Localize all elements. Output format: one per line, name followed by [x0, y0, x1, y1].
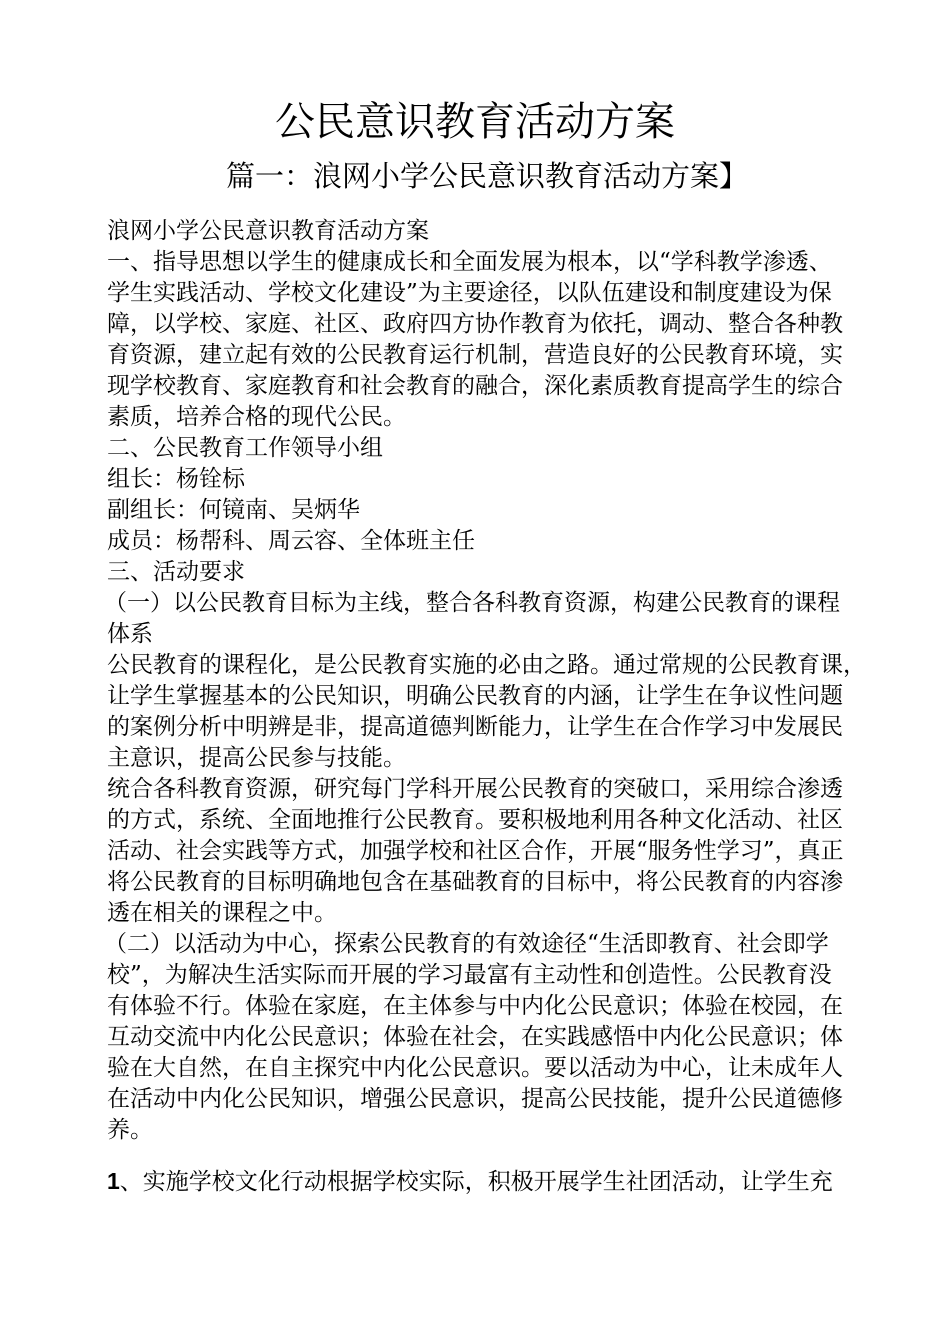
subsection-heading: （一）以公民教育目标为主线，整合各科教育资源，构建公民教育的课程 — [104, 590, 840, 616]
body-line: 现学校教育、家庭教育和社会教育的融合，深化素质教育提高学生的综合 — [107, 373, 843, 399]
body-line: 副组长：何镜南、吴炳华 — [107, 497, 360, 523]
body-line: 互动交流中内化公民意识；体验在社会，在实践感悟中内化公民意识；体 — [107, 1024, 843, 1050]
body-line: 的方式，系统、全面地推行公民教育。要积极地利用各种文化活动、社区 — [107, 807, 843, 833]
body-line: 公民教育的课程化，是公民教育实施的必由之路。通过常规的公民教育课， — [107, 652, 866, 678]
body-line: 的案例分析中明辨是非，提高道德判断能力，让学生在合作学习中发展民 — [107, 714, 843, 740]
body-line: 主意识，提高公民参与技能。 — [107, 745, 406, 771]
body-line: 将公民教育的目标明确地包含在基础教育的目标中，将公民教育的内容渗 — [107, 869, 843, 895]
body-line: 浪网小学公民意识教育活动方案 — [107, 218, 429, 244]
numbered-item — [107, 1166, 833, 1198]
body-line: 体系 — [107, 621, 153, 647]
document-subtitle: 篇一：浪网小学公民意识教育活动方案】 — [226, 159, 749, 193]
body-line: 学生实践活动、学校文化建设”为主要途径，以队伍建设和制度建设为保 — [107, 280, 832, 306]
document-title: 公民意识教育活动方案 — [275, 99, 675, 145]
body-line: 一、指导思想以学生的健康成长和全面发展为根本，以“学科教学渗透、 — [107, 249, 832, 275]
section-heading: 二、公民教育工作领导小组 — [107, 435, 383, 461]
subsection-heading: （二）以活动为中心，探索公民教育的有效途径“生活即教育、社会即学 — [104, 931, 829, 957]
body-line: 活动、社会实践等方式，加强学校和社区合作，开展“服务性学习”，真正 — [107, 838, 844, 864]
body-line: 成员：杨帮科、周云容、全体班主任 — [107, 528, 475, 554]
item-text: 、实施学校文化行动根据学校实际，积极开展学生社团活动，让学生充 — [119, 1169, 833, 1195]
body-line: 透在相关的课程之中。 — [107, 900, 337, 926]
body-line: 育资源，建立起有效的公民教育运行机制，营造良好的公民教育环境，实 — [107, 342, 843, 368]
section-heading: 三、活动要求 — [107, 559, 245, 585]
body-line: 让学生掌握基本的公民知识，明确公民教育的内涵，让学生在争议性问题 — [107, 683, 843, 709]
body-line: 验在大自然，在自主探究中内化公民意识。要以活动为中心，让未成年人 — [107, 1055, 843, 1081]
body-line: 统合各科教育资源，研究每门学科开展公民教育的突破口，采用综合渗透 — [107, 776, 843, 802]
body-line: 养。 — [107, 1117, 153, 1143]
body-line: 素质，培养合格的现代公民。 — [107, 404, 406, 430]
body-line: 有体验不行。体验在家庭，在主体参与中内化公民意识；体验在校园，在 — [107, 993, 843, 1019]
body-line: 障，以学校、家庭、社区、政府四方协作教育为依托，调动、整合各种教 — [107, 311, 843, 337]
body-line: 组长：杨铨标 — [107, 466, 245, 492]
item-number: 1 — [107, 1168, 120, 1194]
body-line: 校”，为解决生活实际而开展的学习最富有主动性和创造性。公民教育没 — [107, 962, 832, 988]
body-line: 在活动中内化公民知识，增强公民意识，提高公民技能，提升公民道德修 — [107, 1086, 843, 1112]
